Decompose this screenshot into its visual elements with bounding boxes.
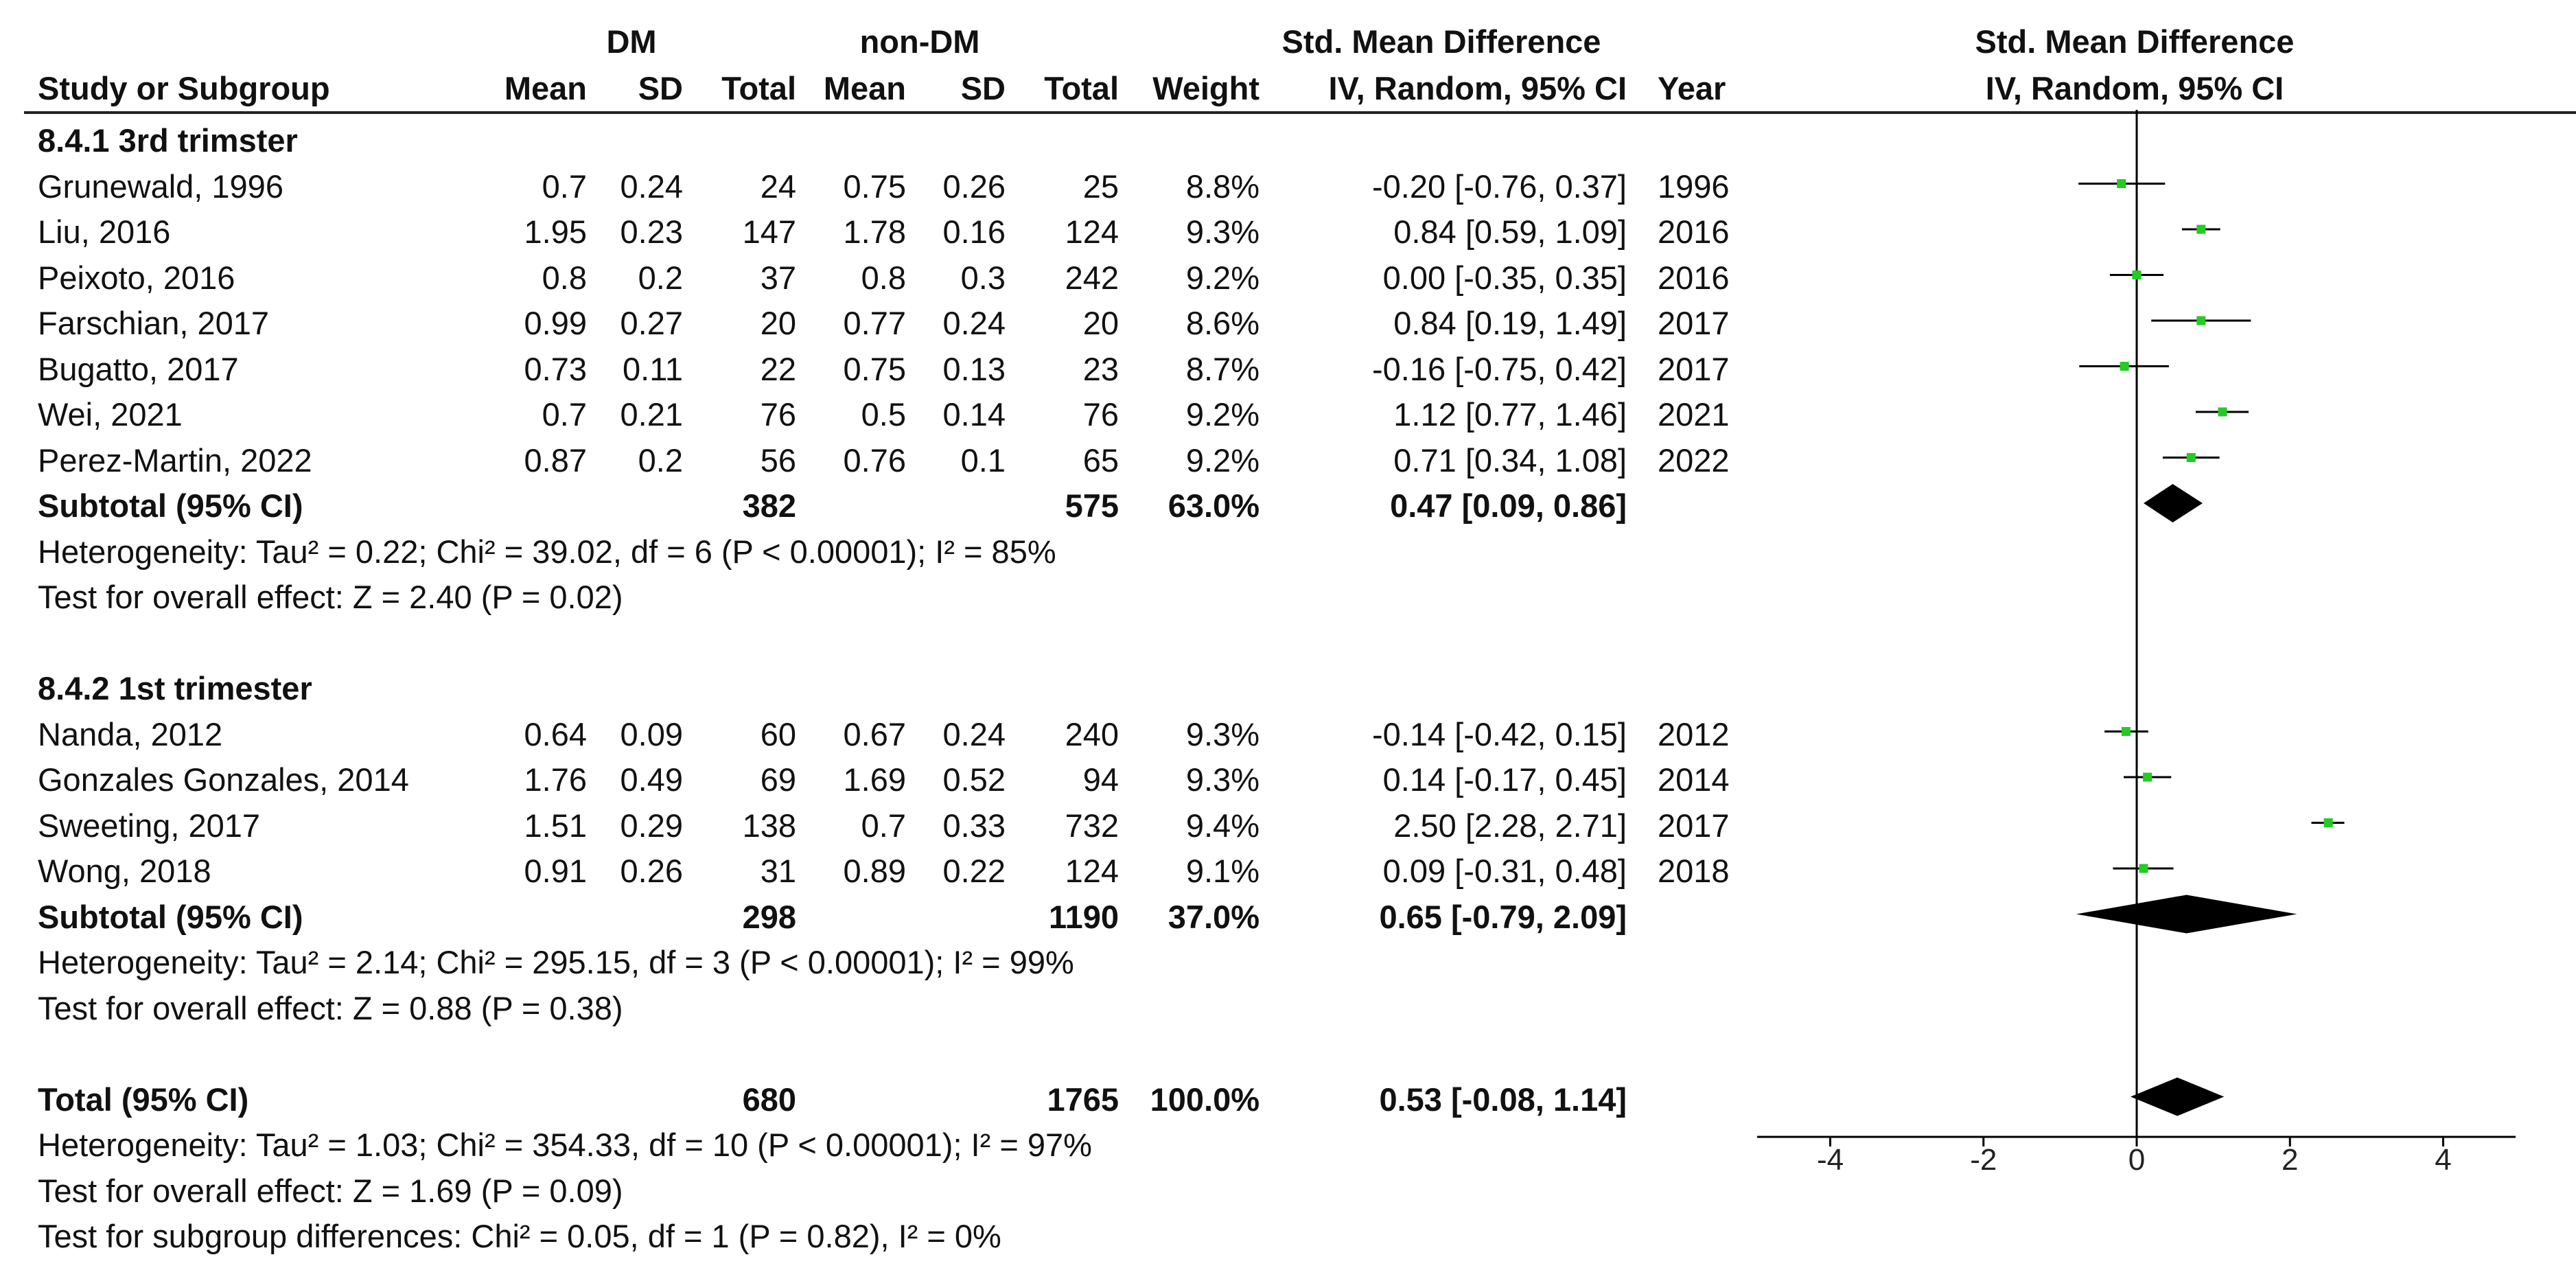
dm-sd-cell: 0.26 xyxy=(620,853,683,889)
subtotal-weight: 37.0% xyxy=(1168,898,1260,935)
dm-sd-header: SD xyxy=(638,70,683,106)
total-heterogeneity-text: Heterogeneity: Tau² = 1.03; Chi² = 354.33, df = 10 (P < 0.00001); I² = 97% xyxy=(38,1127,1092,1163)
year-cell: 2017 xyxy=(1658,807,1730,844)
subtotal-ci: 0.65 [-0.79, 2.09] xyxy=(1379,898,1627,935)
dm-sd-cell: 0.23 xyxy=(620,214,683,250)
total-weight: 100.0% xyxy=(1150,1081,1260,1118)
x-tick-label: 2 xyxy=(2282,1143,2299,1177)
subtotal-dm-total: 382 xyxy=(742,487,796,524)
point-estimate-marker xyxy=(2120,362,2129,371)
dm-sd-cell: 0.29 xyxy=(620,807,683,844)
point-estimate-marker xyxy=(2139,864,2148,873)
nondm-total-cell: 240 xyxy=(1065,715,1119,752)
total-label: Total (95% CI) xyxy=(38,1081,249,1118)
subtotal-diamond xyxy=(2076,895,2297,934)
year-cell: 2016 xyxy=(1658,214,1730,250)
ci-cell: 2.50 [2.28, 2.71] xyxy=(1393,807,1627,844)
subtotal-diamond xyxy=(2144,484,2203,522)
nondm-total-cell: 242 xyxy=(1065,259,1119,296)
dm-mean-cell: 0.73 xyxy=(524,350,587,387)
year-cell: 2016 xyxy=(1658,259,1730,296)
nondm-total-header: Total xyxy=(1044,70,1119,106)
point-estimate-marker xyxy=(2196,225,2205,234)
point-estimate-marker xyxy=(2117,179,2126,188)
year-cell: 2022 xyxy=(1658,441,1730,479)
ci-cell: -0.16 [-0.75, 0.42] xyxy=(1371,350,1627,387)
nondm-sd-cell: 0.24 xyxy=(942,305,1006,341)
point-estimate-marker xyxy=(2218,408,2227,417)
heterogeneity-text: Heterogeneity: Tau² = 0.22; Chi² = 39.02, df = 6 (P < 0.00001); I² = 85% xyxy=(38,533,1056,570)
ci-cell: 0.00 [-0.35, 0.35] xyxy=(1382,259,1627,296)
dm-sd-cell: 0.21 xyxy=(620,396,683,433)
nondm-mean-cell: 0.75 xyxy=(843,168,906,205)
dm-mean-cell: 1.51 xyxy=(524,807,587,844)
weight-header: Weight xyxy=(1152,70,1260,106)
dm-sd-cell: 0.24 xyxy=(620,168,683,205)
dm-sd-cell: 0.2 xyxy=(638,259,683,296)
dm-total-cell: 138 xyxy=(742,807,796,844)
weight-cell: 8.6% xyxy=(1185,305,1260,341)
nondm-sd-cell: 0.3 xyxy=(960,259,1006,296)
nondm-sd-cell: 0.52 xyxy=(942,761,1006,798)
dm-mean-cell: 0.7 xyxy=(542,168,587,205)
ci-method-header: IV, Random, 95% CI xyxy=(1328,70,1627,106)
dm-total-cell: 60 xyxy=(760,715,796,752)
nondm-mean-cell: 1.69 xyxy=(843,761,906,798)
year-cell: 2018 xyxy=(1658,853,1730,889)
weight-cell: 9.2% xyxy=(1185,441,1260,479)
nondm-mean-cell: 0.7 xyxy=(861,807,906,844)
subtotal-nondm-total: 575 xyxy=(1065,487,1119,524)
study-column-header: Study or Subgroup xyxy=(38,70,330,106)
weight-cell: 9.2% xyxy=(1185,259,1260,296)
nondm-sd-cell: 0.22 xyxy=(942,853,1006,889)
heterogeneity-text: Heterogeneity: Tau² = 2.14; Chi² = 295.15, df = 3 (P < 0.00001); I² = 99% xyxy=(38,944,1074,980)
dm-sd-cell: 0.2 xyxy=(638,441,683,479)
year-cell: 2021 xyxy=(1658,396,1730,433)
smd-column-header: Std. Mean Difference xyxy=(1281,23,1601,60)
total-diamond xyxy=(2131,1078,2224,1116)
nondm-mean-cell: 0.75 xyxy=(843,350,906,387)
study-name: Bugatto, 2017 xyxy=(38,350,239,387)
plot-method-header: IV, Random, 95% CI xyxy=(1985,70,2284,106)
dm-mean-cell: 1.76 xyxy=(524,761,587,798)
subgroup-differences-text: Test for subgroup differences: Chi² = 0.05, df = 1 (P = 0.82), I² = 0% xyxy=(38,1218,1001,1254)
nondm-mean-cell: 0.76 xyxy=(843,441,906,479)
nondm-mean-cell: 0.89 xyxy=(843,853,906,889)
dm-total-header: Total xyxy=(721,70,796,106)
study-name: Farschian, 2017 xyxy=(38,305,270,341)
dm-total-cell: 69 xyxy=(760,761,796,798)
year-cell: 2014 xyxy=(1658,761,1730,798)
nondm-total-cell: 76 xyxy=(1082,396,1119,433)
nondm-total-cell: 65 xyxy=(1082,441,1119,479)
forest-plot xyxy=(1750,110,2574,1263)
x-tick-label: 0 xyxy=(2128,1143,2146,1177)
nondm-sd-cell: 0.24 xyxy=(942,715,1006,752)
x-tick-label: 4 xyxy=(2435,1143,2452,1177)
nondm-total-cell: 23 xyxy=(1082,350,1119,387)
nondm-sd-cell: 0.13 xyxy=(942,350,1006,387)
dm-mean-cell: 0.64 xyxy=(524,715,587,752)
ci-cell: -0.20 [-0.76, 0.37] xyxy=(1371,168,1627,205)
weight-cell: 8.8% xyxy=(1185,168,1260,205)
nondm-sd-cell: 0.26 xyxy=(942,168,1006,205)
dm-total-cell: 31 xyxy=(760,853,796,889)
nondm-total-cell: 25 xyxy=(1082,168,1119,205)
total-overall-effect-text: Test for overall effect: Z = 1.69 (P = 0.09) xyxy=(38,1172,623,1209)
study-name: Wong, 2018 xyxy=(38,853,211,889)
nondm-total-cell: 94 xyxy=(1082,761,1119,798)
point-estimate-marker xyxy=(2196,316,2205,325)
study-name: Wei, 2021 xyxy=(38,396,183,433)
dm-sd-cell: 0.09 xyxy=(620,715,683,752)
weight-cell: 9.3% xyxy=(1185,761,1260,798)
ci-cell: 0.84 [0.59, 1.09] xyxy=(1393,214,1627,250)
nondm-sd-cell: 0.33 xyxy=(942,807,1006,844)
x-tick-label: -4 xyxy=(1816,1143,1844,1177)
year-cell: 2017 xyxy=(1658,305,1730,341)
nondm-mean-cell: 0.8 xyxy=(861,259,906,296)
dm-total-cell: 147 xyxy=(742,214,796,250)
dm-mean-cell: 1.95 xyxy=(524,214,587,250)
study-name: Liu, 2016 xyxy=(38,214,171,250)
weight-cell: 9.1% xyxy=(1185,853,1260,889)
nondm-mean-cell: 0.77 xyxy=(843,305,906,341)
weight-cell: 9.3% xyxy=(1185,214,1260,250)
subgroup-title: 8.4.1 3rd trimster xyxy=(38,122,298,159)
nondm-total-cell: 124 xyxy=(1065,214,1119,250)
nondm-sd-cell: 0.1 xyxy=(960,441,1006,479)
nondm-total-cell: 20 xyxy=(1082,305,1119,341)
subtotal-label: Subtotal (95% CI) xyxy=(38,487,303,524)
study-name: Grunewald, 1996 xyxy=(38,168,283,205)
weight-cell: 9.3% xyxy=(1185,715,1260,752)
point-estimate-marker xyxy=(2187,453,2196,462)
year-cell: 2017 xyxy=(1658,350,1730,387)
dm-sd-cell: 0.27 xyxy=(620,305,683,341)
dm-mean-cell: 0.87 xyxy=(524,441,587,479)
weight-cell: 8.7% xyxy=(1185,350,1260,387)
nondm-total-cell: 732 xyxy=(1065,807,1119,844)
nondm-mean-cell: 0.5 xyxy=(861,396,906,433)
dm-total-cell: 24 xyxy=(760,168,796,205)
point-estimate-marker xyxy=(2143,773,2152,782)
point-estimate-marker xyxy=(2122,727,2131,736)
weight-cell: 9.2% xyxy=(1185,396,1260,433)
dm-total-cell: 76 xyxy=(760,396,796,433)
dm-total-cell: 20 xyxy=(760,305,796,341)
nondm-group-header: non-DM xyxy=(859,23,980,60)
year-cell: 1996 xyxy=(1658,168,1730,205)
nondm-mean-cell: 1.78 xyxy=(843,214,906,250)
dm-mean-cell: 0.7 xyxy=(542,396,587,433)
ci-cell: -0.14 [-0.42, 0.15] xyxy=(1371,715,1627,752)
dm-group-header: DM xyxy=(606,23,657,60)
dm-mean-cell: 0.8 xyxy=(542,259,587,296)
ci-cell: 0.09 [-0.31, 0.48] xyxy=(1382,853,1627,889)
total-ci: 0.53 [-0.08, 1.14] xyxy=(1379,1081,1627,1118)
year-header: Year xyxy=(1658,70,1726,106)
dm-total-cell: 22 xyxy=(760,350,796,387)
nondm-sd-cell: 0.14 xyxy=(942,396,1006,433)
dm-total-cell: 37 xyxy=(760,259,796,296)
dm-sd-cell: 0.49 xyxy=(620,761,683,798)
nondm-sd-header: SD xyxy=(960,70,1006,106)
ci-cell: 1.12 [0.77, 1.46] xyxy=(1393,396,1627,433)
subgroup-title: 8.4.2 1st trimester xyxy=(38,670,312,706)
ci-cell: 0.14 [-0.17, 0.45] xyxy=(1382,761,1627,798)
overall-effect-text: Test for overall effect: Z = 0.88 (P = 0.38) xyxy=(38,989,623,1026)
nondm-mean-cell: 0.67 xyxy=(843,715,906,752)
ci-cell: 0.84 [0.19, 1.49] xyxy=(1393,305,1627,341)
nondm-total-cell: 124 xyxy=(1065,853,1119,889)
study-name: Sweeting, 2017 xyxy=(38,807,261,844)
subtotal-label: Subtotal (95% CI) xyxy=(38,898,303,935)
weight-cell: 9.4% xyxy=(1185,807,1260,844)
point-estimate-marker xyxy=(2324,818,2333,827)
study-name: Nanda, 2012 xyxy=(38,715,223,752)
subtotal-nondm-total: 1190 xyxy=(1049,898,1119,935)
dm-total-cell: 56 xyxy=(760,441,796,479)
subtotal-weight: 63.0% xyxy=(1168,487,1260,524)
dm-mean-header: Mean xyxy=(504,70,587,106)
subtotal-dm-total: 298 xyxy=(742,898,796,935)
x-tick-label: -2 xyxy=(1970,1143,1997,1177)
total-dm-total: 680 xyxy=(742,1081,796,1118)
dm-mean-cell: 0.91 xyxy=(524,853,587,889)
dm-sd-cell: 0.11 xyxy=(623,350,683,387)
nondm-sd-cell: 0.16 xyxy=(942,214,1006,250)
subtotal-ci: 0.47 [0.09, 0.86] xyxy=(1390,487,1627,524)
overall-effect-text: Test for overall effect: Z = 2.40 (P = 0.02) xyxy=(38,579,623,615)
study-name: Perez-Martin, 2022 xyxy=(38,441,312,479)
study-name: Gonzales Gonzales, 2014 xyxy=(38,761,409,798)
plot-title: Std. Mean Difference xyxy=(1975,23,2295,60)
total-nondm-total: 1765 xyxy=(1047,1081,1119,1118)
ci-cell: 0.71 [0.34, 1.08] xyxy=(1393,441,1627,479)
point-estimate-marker xyxy=(2133,270,2142,279)
year-cell: 2012 xyxy=(1658,715,1730,752)
nondm-mean-header: Mean xyxy=(823,70,906,106)
study-name: Peixoto, 2016 xyxy=(38,259,235,296)
dm-mean-cell: 0.99 xyxy=(524,305,587,341)
